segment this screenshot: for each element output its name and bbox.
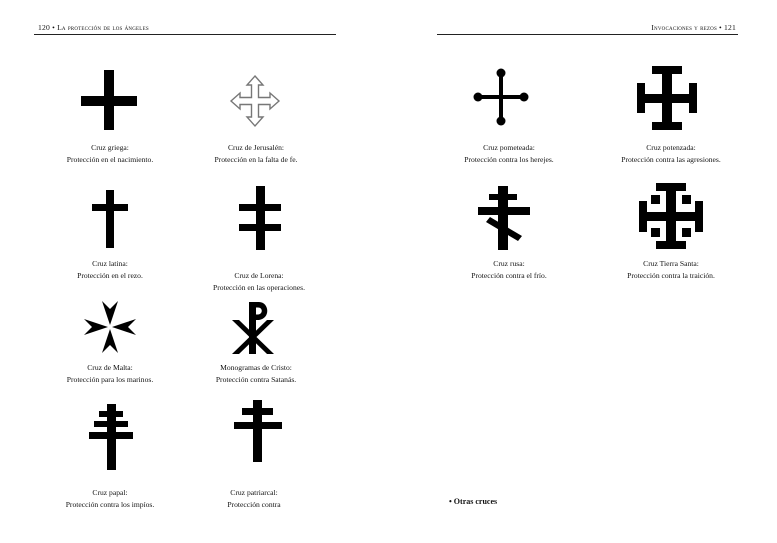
cross-name: Cruz de Jerusalén: xyxy=(227,143,285,152)
cross-name: Cruz griega: xyxy=(91,143,129,152)
cross-name: Cruz potenzada: xyxy=(646,143,696,152)
cross-caption-lorraine xyxy=(184,270,334,293)
cross-name: Cruz latina: xyxy=(92,259,128,268)
cross-caption-chi-rho xyxy=(181,362,331,385)
cross-name: Cruz de Lorena: xyxy=(234,271,284,280)
latin-cross-icon xyxy=(92,190,128,248)
cross-caption-latin xyxy=(35,258,185,281)
cross-meaning: Protección en la falta de fe. xyxy=(214,154,298,164)
patriarchal-cross-icon xyxy=(234,400,282,462)
russian-cross-icon xyxy=(478,186,530,250)
greek-cross-icon xyxy=(81,70,137,130)
cross-meaning: Protección en las operaciones. xyxy=(213,282,305,292)
cross-meaning: Protección contra el frío. xyxy=(471,270,547,280)
cross-meaning: Protección para los marinos. xyxy=(66,374,154,384)
section-heading-other-crosses: • Otras cruces xyxy=(449,497,498,506)
cross-meaning: Protección en el nacimiento. xyxy=(66,154,154,164)
chi-rho-icon xyxy=(229,300,277,356)
lorraine-cross-icon xyxy=(239,186,281,250)
potent-cross-icon xyxy=(637,66,697,130)
cross-caption-holy-land xyxy=(596,258,746,281)
header-bullet: • xyxy=(719,23,722,32)
header-bullet: • xyxy=(52,23,55,32)
cross-caption-maltese xyxy=(35,362,185,385)
cross-caption-patriarchal xyxy=(179,487,329,510)
cross-meaning: Protección contra xyxy=(227,499,281,509)
jerusalem-cross-icon xyxy=(229,74,281,128)
left-header-title: La protección de los ángeles xyxy=(57,23,149,32)
cross-meaning: Protección en el rezo. xyxy=(77,270,143,280)
cross-meaning: Protección contra las agresiones. xyxy=(621,154,721,164)
cross-meaning: Protección contra los herejes. xyxy=(464,154,554,164)
cross-name: Cruz de Malta: xyxy=(87,363,133,372)
cross-meaning: Protección contra los impíos. xyxy=(65,499,155,509)
left-header-rule xyxy=(34,34,336,35)
cross-name: Cruz Tierra Santa: xyxy=(643,259,699,268)
cross-caption-papal xyxy=(35,487,185,510)
cross-caption-pommee xyxy=(434,142,584,165)
papal-cross-icon xyxy=(89,404,133,470)
cross-name: Cruz papal: xyxy=(92,488,128,497)
cross-name: Cruz rusa: xyxy=(493,259,525,268)
cross-caption-greek xyxy=(35,142,185,165)
pommee-cross-icon xyxy=(473,68,529,126)
cross-caption-potent xyxy=(596,142,746,165)
right-header-rule xyxy=(437,34,738,35)
right-header-title: Invocaciones y rezos xyxy=(651,23,717,32)
cross-caption-jerusalem xyxy=(181,142,331,165)
left-page-number: 120 xyxy=(38,23,50,32)
right-running-header xyxy=(651,23,736,32)
cross-meaning: Protección contra la traición. xyxy=(627,270,715,280)
cross-meaning: Protección contra Satanás. xyxy=(215,374,297,384)
cross-name: Cruz patriarcal: xyxy=(230,488,278,497)
cross-name: Cruz pometeada: xyxy=(483,143,535,152)
cross-caption-russian xyxy=(434,258,584,281)
holy-land-cross-icon xyxy=(639,183,703,249)
cross-name: Monogramas de Cristo: xyxy=(220,363,292,372)
left-running-header xyxy=(38,23,149,32)
right-page-number: 121 xyxy=(724,23,736,32)
maltese-cross-icon xyxy=(82,299,138,355)
